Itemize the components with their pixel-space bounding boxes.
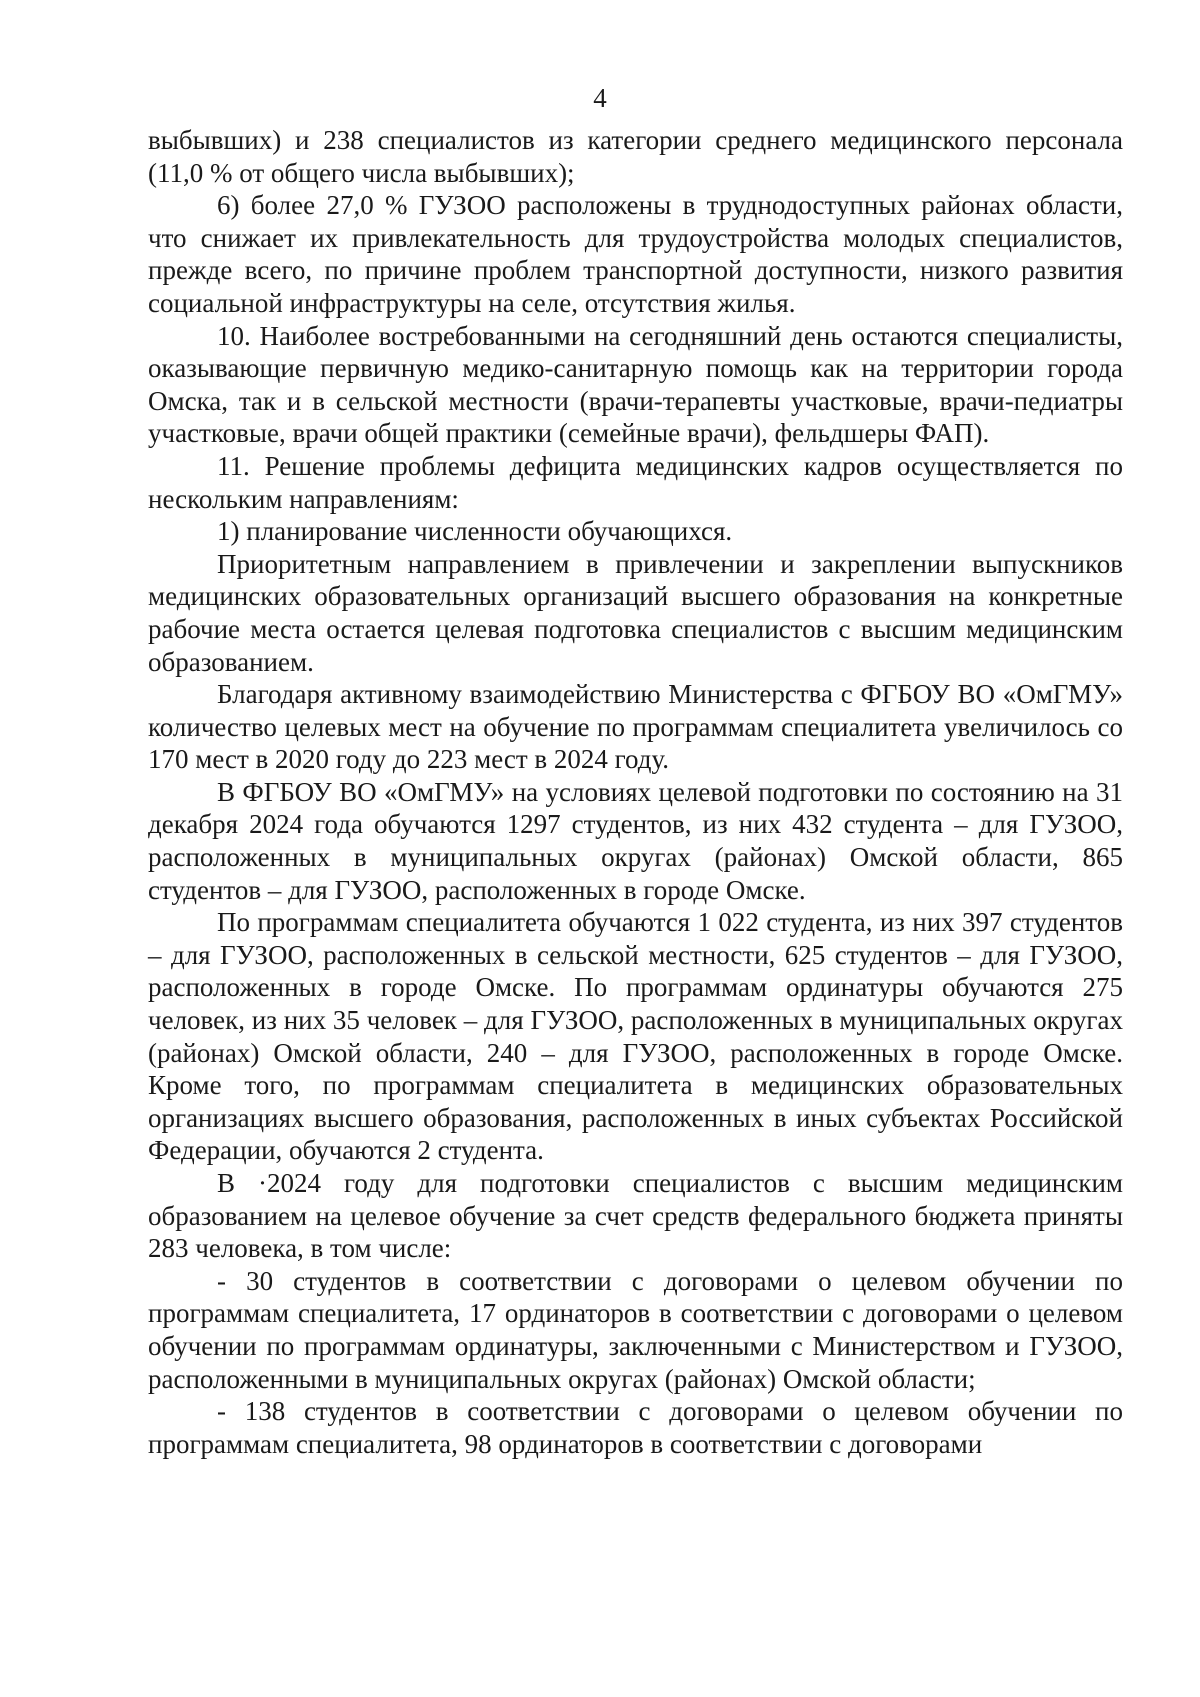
paragraph: 1) планирование численности обучающихся. [217,516,733,547]
paragraph: - 138 студентов в соответствии с договорами о целевом обучении по программам специалитета, 98 ординаторов в соответствии с договорами [148,1396,1123,1459]
paragraph: выбывших) и 238 специалистов из категории среднего медицинского персонала (11,0 % от общего числа выбывших); [148,125,1123,188]
paragraph: В ·2024 году для подготовки специалистов с высшим медицинским образованием на целевое обучение за счет средств федерального бюджета приняты 283 человека, в том числе: [148,1168,1123,1264]
paragraph: По программам специалитета обучаются 1 022 студента, из них 397 студентов – для ГУЗОО, расположенных в сельской местности, 625 студентов – для ГУЗОО, расположенных в городе Омске. По программам ординатуры обучаются 275 человек, из них 35 человек – для ГУЗОО, расположенных в муниципальных округах (районах) Омской области, 240 – для ГУЗОО, расположенных в городе Омске. Кроме того, по программам специалитета в медицинских образовательных организациях высшего образования, расположенных в иных субъектах Российской Федерации, обучаются 2 студента. [148,907,1123,1166]
document-body [148,124,1123,1460]
paragraph: Приоритетным направлением в привлечении и закреплении выпускников медицинских образовательных организаций высшего образования на конкретные рабочие места остается целевая подготовка специалистов с высшим медицинским образованием. [148,548,1123,677]
paragraph: - 30 студентов в соответствии с договорами о целевом обучении по программам специалитета, 17 ординаторов в соответствии с договорами о целевом обучении по программам ординатуры, заключенными с Министерством и ГУЗОО, расположенными в муниципальных округах (районах) Омской области; [148,1265,1123,1394]
paragraph: 10. Наиболее востребованными на сегодняшний день остаются специалисты, оказывающие первичную медико-санитарную помощь как на территории города Омска, так и в сельской местности (врачи-терапевты участковые, врачи-педиатры участковые, врачи общей практики (семейные врачи), фельдшеры ФАП). [148,320,1123,449]
paragraph: В ФГБОУ ВО «ОмГМУ» на условиях целевой подготовки по состоянию на 31 декабря 2024 года обучаются 1297 студентов, из них 432 студента – для ГУЗОО, расположенных в муниципальных округах (районах) Омской области, 865 студентов – для ГУЗОО, расположенных в городе Омске. [148,776,1123,905]
paragraph: Благодаря активному взаимодействию Министерства с ФГБОУ ВО «ОмГМУ» количество целевых мест на обучение по программам специалитета увеличилось со 170 мест в 2020 году до 223 мест в 2024 году. [148,679,1123,775]
page-number: 4 [593,83,607,113]
paragraph: 11. Решение проблемы дефицита медицинских кадров осуществляется по нескольким направлениям: [148,450,1123,514]
paragraph: 6) более 27,0 % ГУЗОО расположены в труднодоступных районах области, что снижает их привлекательность для трудоустройства молодых специалистов, прежде всего, по причине проблем транспортной доступности, низкого развития социальной инфраструктуры на селе, отсутствия жилья. [148,190,1123,318]
